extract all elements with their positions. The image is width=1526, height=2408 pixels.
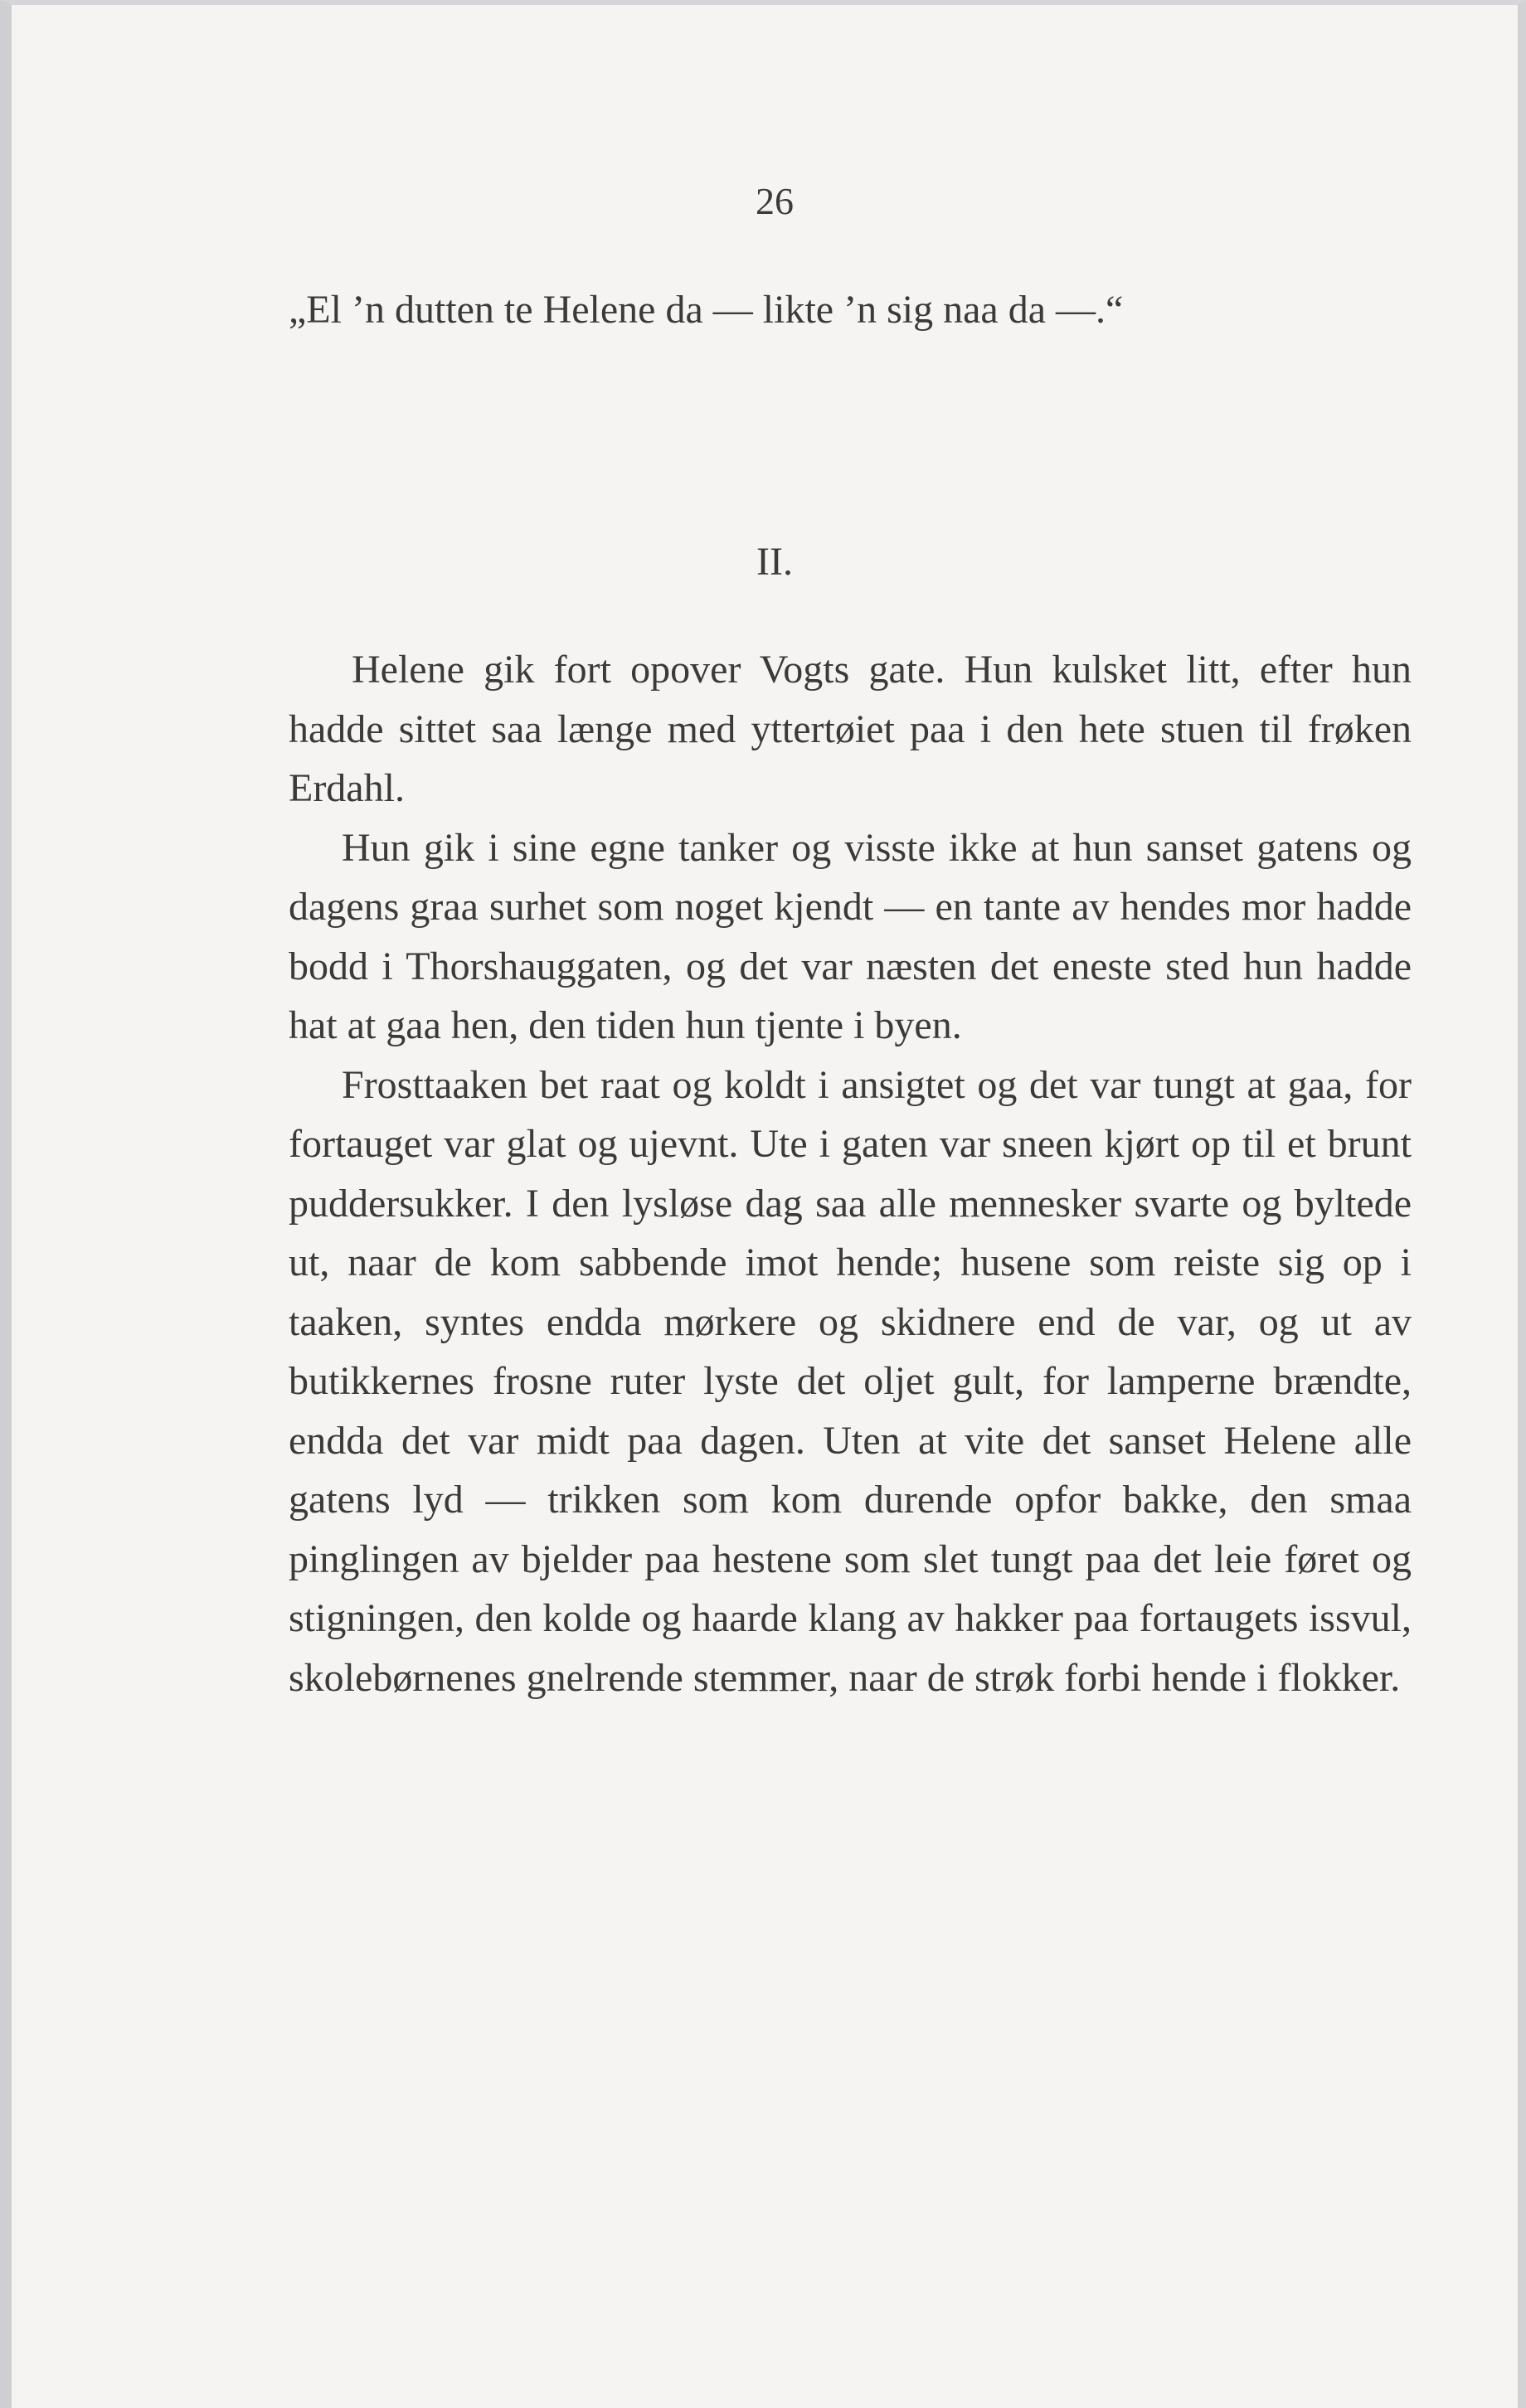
paragraph: Hun gik i sine egne tanker og visste ikke at hun sanset gatens og dagens graa surhet som noget kjendt — en tante av hendes mor hadde bodd i Thorshauggaten, og det var næsten det eneste sted hun hadde hat at gaa hen, den tiden hun tjente i byen.	[289, 825, 1412, 1047]
chapter-body	[289, 640, 1412, 1707]
paragraph: Helene gik fort opover Vogts gate. Hun kulsket litt, efter hun hadde sittet saa længe med yttertøiet paa i den hete stuen til frøken Erdahl.	[289, 648, 1412, 810]
section-heading: II.	[756, 540, 793, 584]
paragraph: Frosttaaken bet raat og koldt i ansigtet og det var tungt at gaa, for fortauget var glat og ujevnt. Ute i gaten var sneen kjørt op til et brunt puddersukker. I den lysløse dag saa alle mennesker svarte og byltede ut, naar de kom sabbende imot hende; husene som reiste sig op i taaken, syntes endda mørkere og skidnere end de var, og ut av butikkernes frosne ruter lyste det oljet gult, for lamperne brændte, endda det var midt paa dagen. Uten at vite det sanset Helene alle gatens lyd — trikken som kom durende opfor bakke, den smaa pinglingen av bjelder paa hestene som slet tungt paa det leie føret og stigningen, den kolde og haarde klang av hakker paa fortaugets issvul, skolebørnenes gnelrende stemmer, naar de strøk forbi hende i flokker.	[289, 1062, 1412, 1700]
page-number: 26	[756, 180, 794, 222]
opening-quote: „El ’n dutten te Helene da — likte ’n sig naa da —.“	[289, 288, 1124, 332]
